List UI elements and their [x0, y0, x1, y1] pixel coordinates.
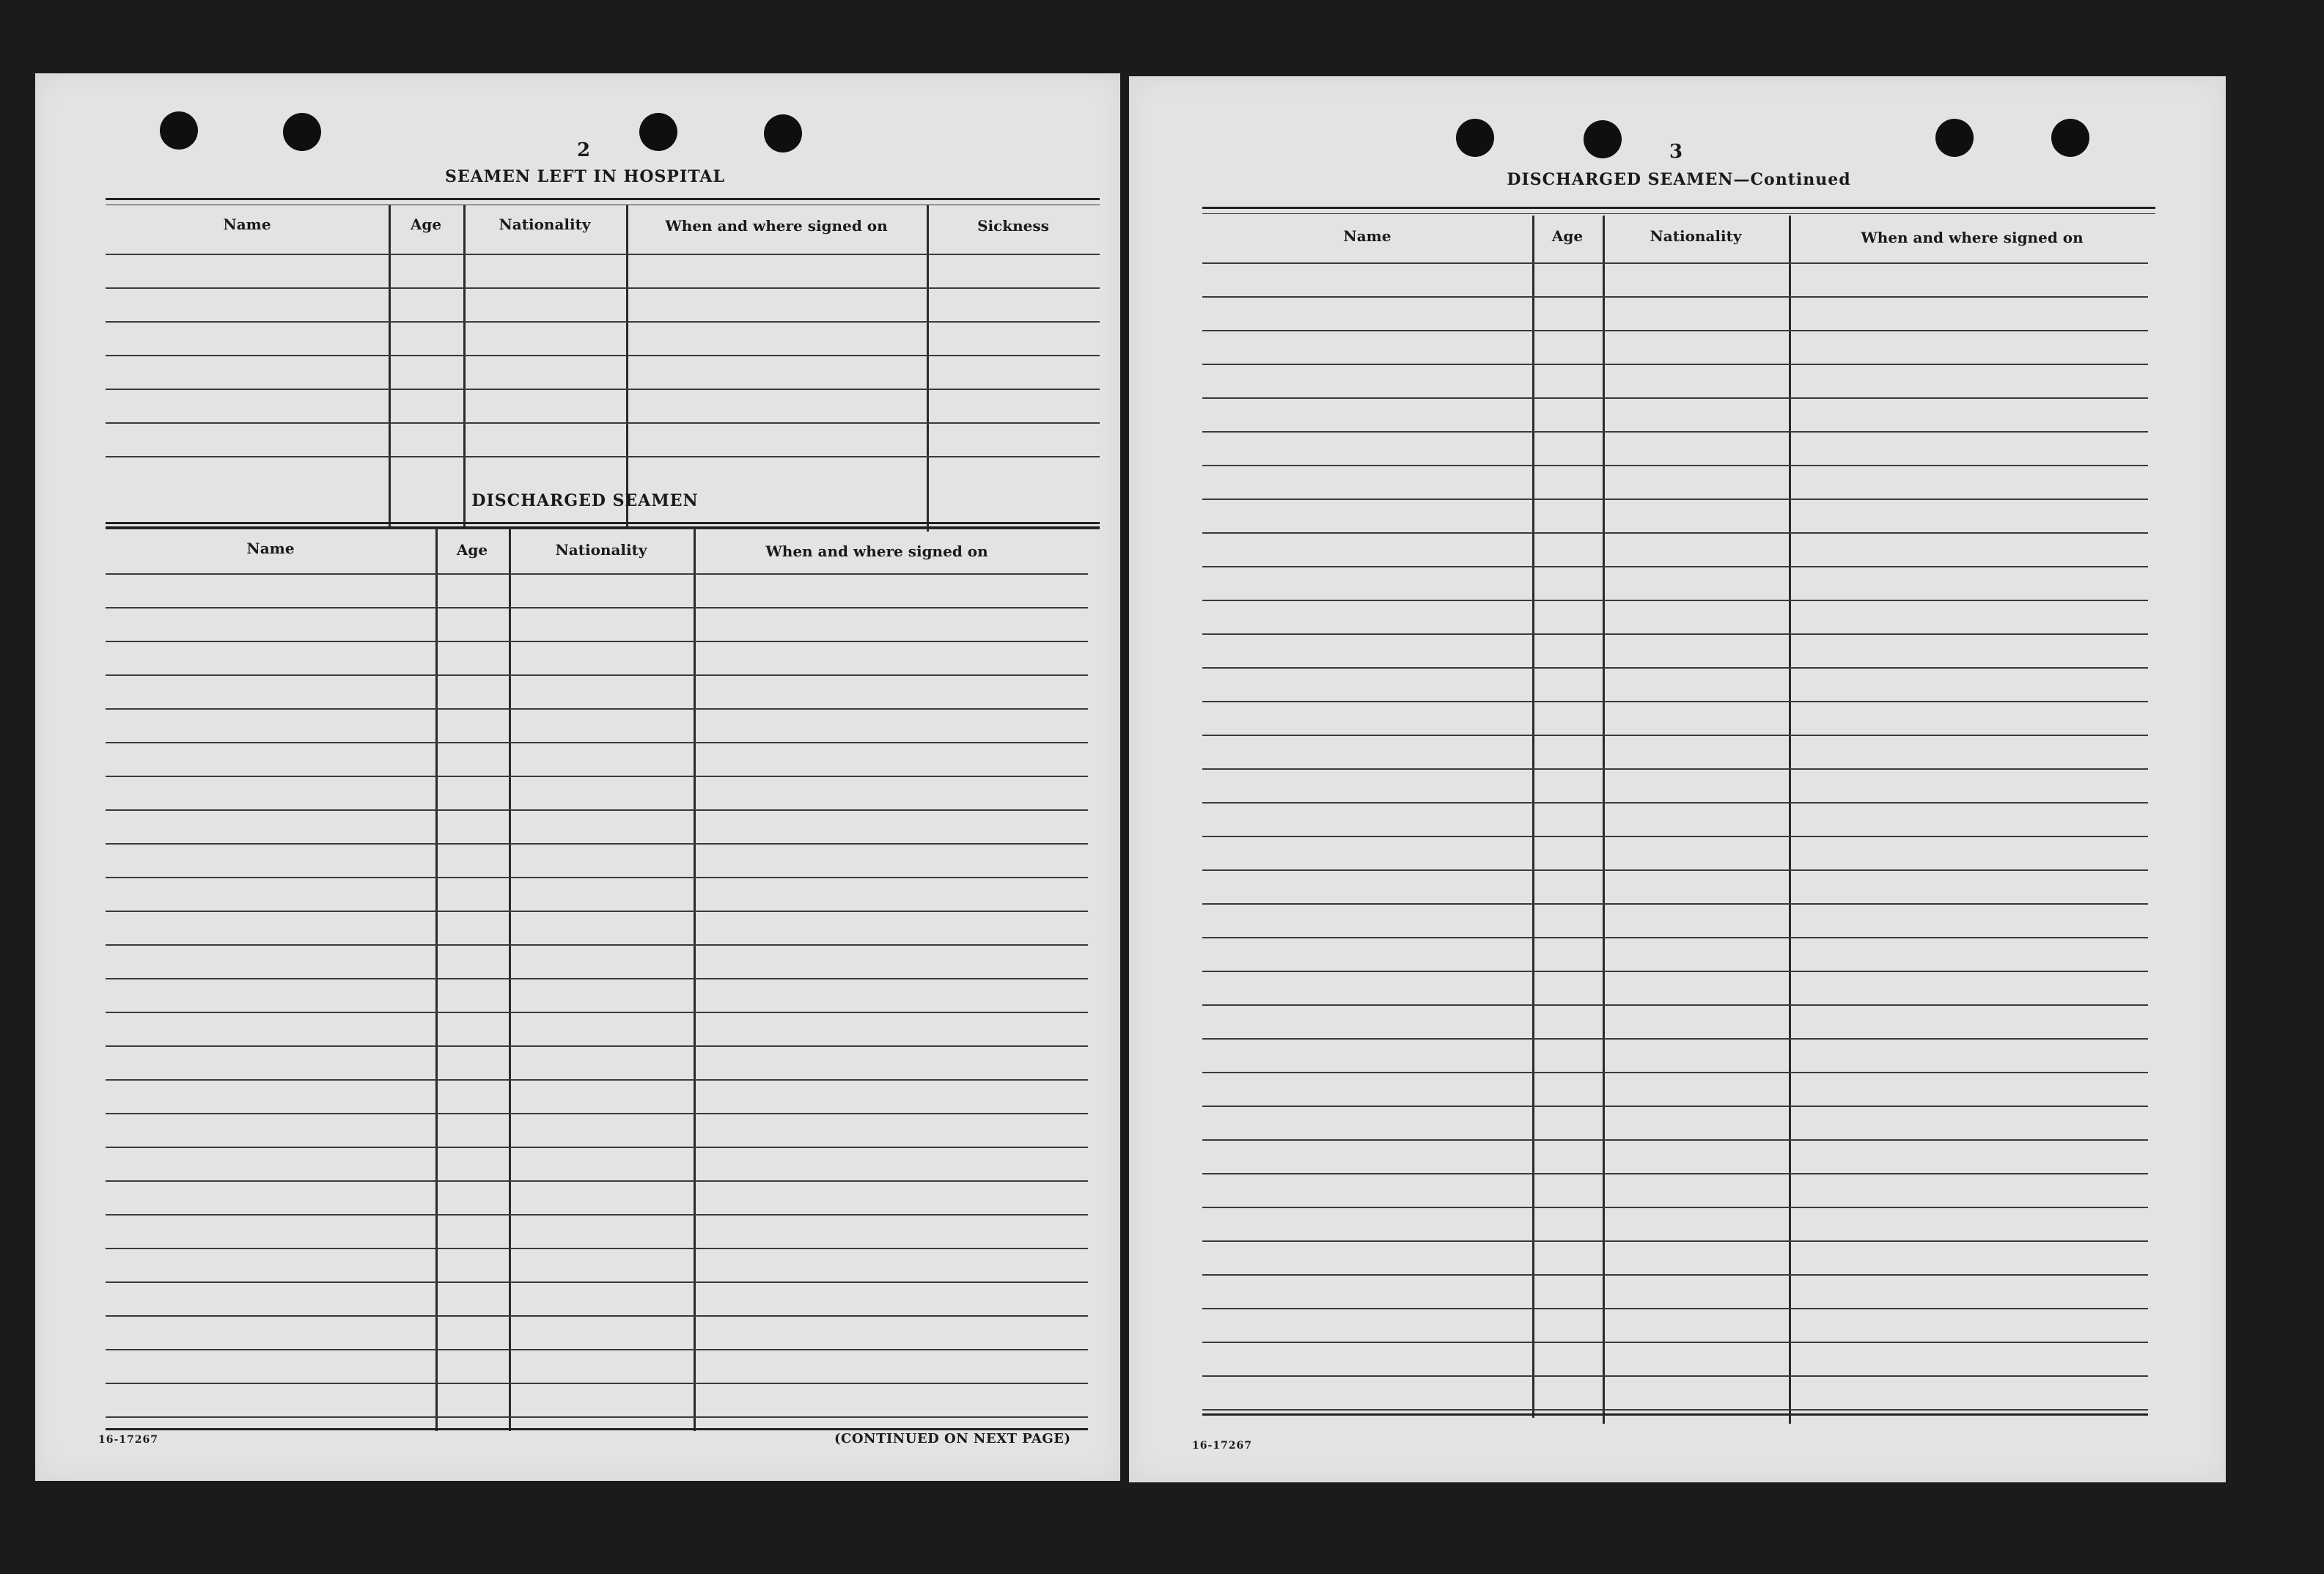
- ruled-line: [1202, 1308, 2148, 1309]
- ruled-line: [1202, 397, 2148, 399]
- discharged-continued-table: [1202, 207, 2155, 1438]
- page-number: 2: [576, 139, 591, 161]
- ruled-line: [1202, 1038, 2148, 1040]
- ruled-line: [1202, 330, 2148, 331]
- column-header-nationality: Nationality: [1650, 227, 1742, 245]
- ruled-line: [106, 843, 1088, 845]
- ruled-line: [1202, 1240, 2148, 1242]
- ruled-line: [1202, 499, 2148, 500]
- ruled-line: [1202, 1106, 2148, 1107]
- ruled-line: [106, 978, 1088, 979]
- column-header-age: Age: [456, 541, 488, 559]
- ruled-line: [106, 944, 1088, 946]
- column-header-name: Name: [223, 216, 271, 233]
- ruled-line: [1202, 600, 2148, 601]
- ruled-line: [106, 674, 1088, 676]
- ruled-line: [106, 708, 1088, 710]
- ruled-line: [1202, 1342, 2148, 1343]
- form-number: 16-17267: [1192, 1440, 1252, 1452]
- right-page: [1129, 76, 2226, 1482]
- binder-hole: [639, 113, 677, 151]
- ruled-line: [1202, 1207, 2148, 1208]
- column-header-name: Name: [1343, 227, 1391, 245]
- ruled-line: [1202, 768, 2148, 770]
- left-page: [35, 73, 1120, 1481]
- ruled-line: [1202, 364, 2148, 365]
- ruled-line: [106, 456, 1100, 457]
- binder-hole: [1456, 119, 1494, 157]
- discharged-section-title: DISCHARGED SEAMEN: [471, 491, 699, 510]
- ruled-line: [1202, 633, 2148, 635]
- ruled-line: [106, 1079, 1088, 1081]
- ruled-line: [106, 321, 1100, 323]
- column-header-signed-on: When and where signed on: [1861, 229, 2084, 246]
- ruled-line: [106, 1113, 1088, 1114]
- ruled-line: [1202, 1072, 2148, 1073]
- column-header-age: Age: [410, 216, 442, 233]
- ruled-line: [1202, 802, 2148, 803]
- ruled-line: [106, 877, 1088, 878]
- ruled-line: [106, 1214, 1088, 1216]
- ruled-line: [1202, 701, 2148, 702]
- page-number: 3: [1669, 141, 1683, 163]
- ruled-line: [1202, 903, 2148, 905]
- ruled-line: [1202, 262, 2148, 264]
- ruled-line: [1202, 836, 2148, 837]
- binder-hole: [283, 113, 321, 151]
- ruled-line: [106, 254, 1100, 255]
- ruled-line: [1202, 1375, 2148, 1377]
- ruled-line: [1202, 532, 2148, 534]
- ruled-line: [106, 389, 1100, 390]
- ruled-line: [1202, 869, 2148, 871]
- ruled-line: [106, 809, 1088, 811]
- binder-hole: [1584, 120, 1622, 158]
- ruled-line: [106, 422, 1100, 424]
- ruled-line: [106, 1416, 1088, 1418]
- ruled-line: [1202, 1409, 2148, 1411]
- ruled-line: [106, 1315, 1088, 1317]
- ruled-line: [1202, 566, 2148, 567]
- ruled-line: [1202, 1004, 2148, 1006]
- column-header-signed-on: When and where signed on: [765, 543, 988, 560]
- hospital-section-title: SEAMEN LEFT IN HOSPITAL: [445, 167, 725, 186]
- column-header-signed-on: When and where signed on: [665, 217, 888, 235]
- ruled-line: [106, 1045, 1088, 1047]
- binder-hole: [2051, 119, 2089, 157]
- ruled-line: [106, 1147, 1088, 1148]
- column-header-age: Age: [1551, 227, 1584, 245]
- ruled-line: [1202, 431, 2148, 433]
- ruled-line: [1202, 296, 2148, 298]
- ruled-line: [106, 742, 1088, 743]
- column-header-nationality: Nationality: [499, 216, 591, 233]
- ruled-line: [1202, 735, 2148, 736]
- ruled-line: [106, 355, 1100, 356]
- ruled-line: [1202, 1173, 2148, 1174]
- binder-hole: [160, 111, 198, 150]
- ruled-line: [106, 1281, 1088, 1283]
- column-header-sickness: Sickness: [977, 217, 1049, 235]
- binder-hole: [1935, 119, 1974, 157]
- ruled-line: [106, 607, 1088, 608]
- discharged-table: [106, 522, 1100, 1504]
- ruled-line: [106, 1012, 1088, 1013]
- continued-note: (CONTINUED ON NEXT PAGE): [834, 1431, 1071, 1446]
- ruled-line: [1202, 937, 2148, 938]
- ruled-line: [1202, 971, 2148, 972]
- ruled-line: [106, 573, 1088, 575]
- ruled-line: [106, 1180, 1088, 1182]
- ruled-line: [1202, 667, 2148, 669]
- binder-hole: [764, 114, 802, 152]
- ruled-line: [106, 287, 1100, 289]
- column-header-nationality: Nationality: [555, 541, 647, 559]
- discharged-continued-title: DISCHARGED SEAMEN—Continued: [1507, 170, 1851, 189]
- ruled-line: [106, 911, 1088, 912]
- ruled-line: [106, 776, 1088, 777]
- ruled-line: [106, 1349, 1088, 1350]
- form-number: 16-17267: [98, 1434, 158, 1446]
- ruled-line: [1202, 465, 2148, 466]
- ruled-line: [1202, 1139, 2148, 1141]
- column-header-name: Name: [246, 540, 295, 557]
- ruled-line: [1202, 1274, 2148, 1276]
- ruled-line: [106, 1248, 1088, 1249]
- ruled-line: [106, 641, 1088, 642]
- ruled-line: [106, 1383, 1088, 1384]
